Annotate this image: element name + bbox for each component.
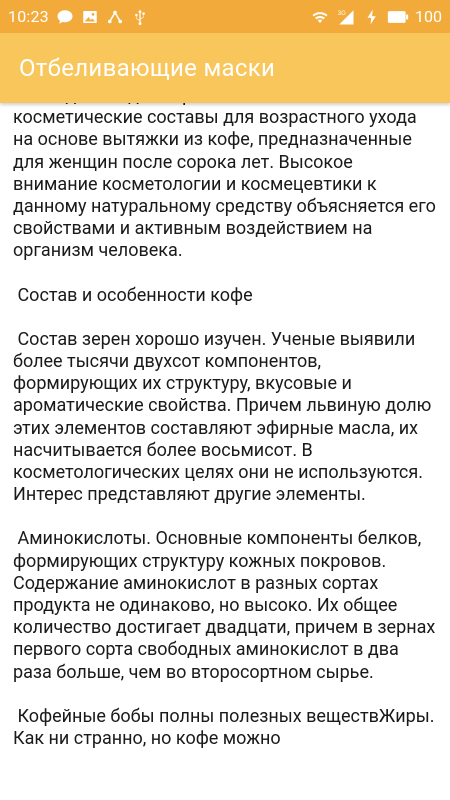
article-paragraph: Состав зерен хорошо изучен. Ученые выявили более тысячи двухсот компонентов, формирующих их структуру, вкусовые и ароматические свойства. Причем львиную долю этих элементов составляют эфирные масла, их насчитывается более восьмисот. В косметологических целях они не используются. Интерес представляют другие элементы. [13,328,436,506]
battery-level: 100 [415,7,442,26]
status-left [8,7,149,26]
article-paragraph: Кофейные бобы полны полезных веществЖиры. Как ни странно, но кофе можно [13,705,439,750]
paragraph-gap [13,506,438,528]
app-title: Отбеливающие маски [19,54,276,82]
status-bar [0,0,450,33]
chat-bubble-icon [56,8,74,26]
status-right [311,7,442,26]
usb-icon [131,8,149,26]
article-paragraph: Аминокислоты. Основные компоненты белков, формирующих структуру кожных покровов. Содержание аминокислот в разных сортах продукта не одинаково, но высоко. Их общее количество достигает двадцати, причем в зернах первого сорта свободных аминокислот в два раза больше, чем во второсортном сырье. [13,528,440,683]
share-nodes-icon [106,8,124,26]
article-paragraph: косметические составы для возрастного ухода на основе вытяжки из кофе, предназначенные для женщин после сорока лет. Высокое внимание косметологии и космецевтики к данному натуральному средству объясняется его свойствами и активным воздействием на организм человека. [13,107,436,262]
app-bar [0,33,450,103]
status-time: 10:23 [8,7,49,26]
network-type-label: 3G [337,10,346,17]
wifi-icon [311,8,329,26]
article-subheading: Состав и особенности кофе [13,284,253,306]
image-icon [81,8,99,26]
cellular-signal-icon [335,8,357,26]
battery-icon [387,8,409,26]
paragraph-gap [13,684,438,706]
charging-icon [363,8,381,26]
paragraph-gap [13,307,438,329]
paragraph-gap [13,263,438,285]
